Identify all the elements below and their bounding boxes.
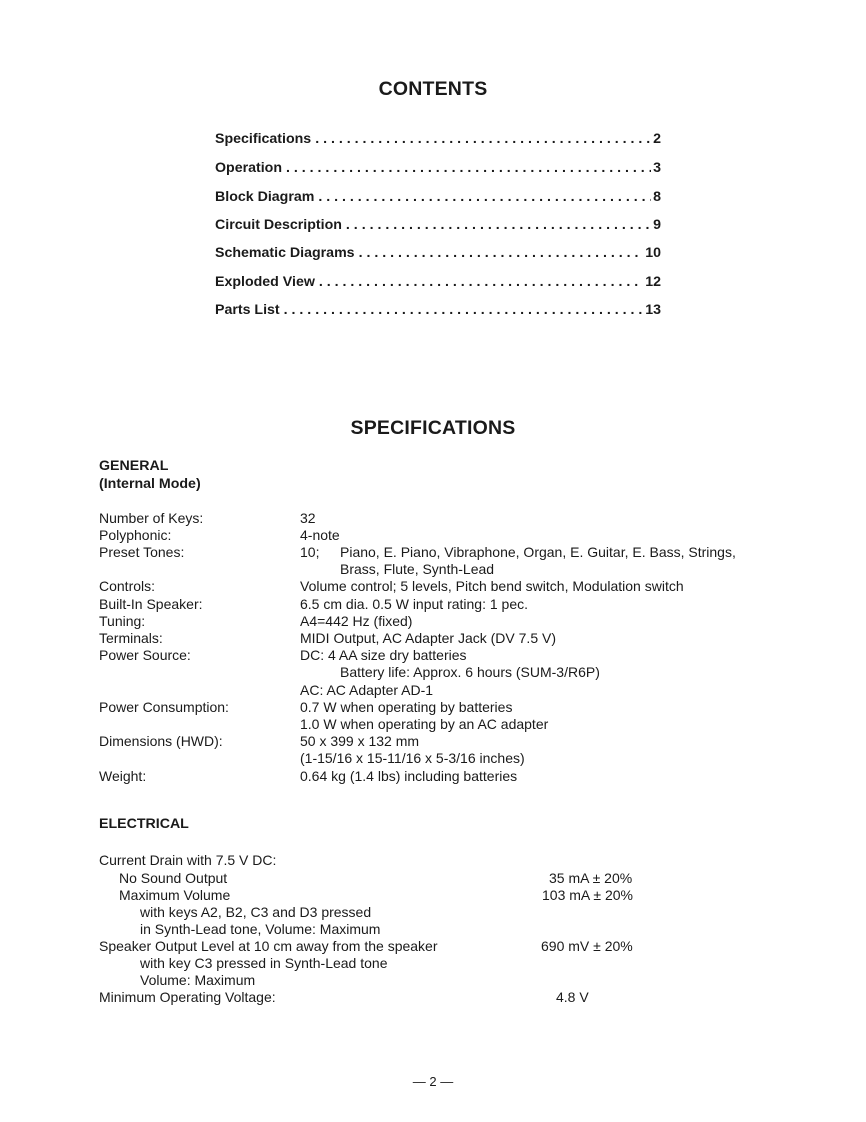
spec-value: Battery life: Approx. 6 hours (SUM-3/R6P)	[340, 664, 600, 680]
toc-item-label: Parts List	[215, 302, 280, 318]
spec-label: Dimensions (HWD):	[99, 733, 223, 749]
toc-item-page: 2	[653, 131, 661, 147]
toc-leader-dots	[284, 302, 644, 318]
toc-item-block-diagram[interactable]	[215, 189, 661, 207]
spec-label: Polyphonic:	[99, 527, 172, 543]
spec-value: Brass, Flute, Synth-Lead	[340, 561, 495, 577]
general-heading: GENERAL	[99, 458, 169, 474]
electrical-line: Maximum Volume	[119, 887, 231, 903]
electrical-line: Current Drain with 7.5 V DC:	[99, 852, 277, 868]
toc-item-page: 10	[645, 245, 661, 261]
toc-item-page: 12	[645, 274, 661, 290]
spec-label: Power Source:	[99, 647, 191, 663]
electrical-value: 4.8 V	[556, 989, 589, 1005]
electrical-value: 690 mV ± 20%	[541, 938, 633, 954]
spec-value: Piano, E. Piano, Vibraphone, Organ, E. Guitar, E. Bass, Strings,	[340, 544, 736, 560]
toc-item-circuit-description[interactable]	[215, 217, 661, 235]
electrical-value: 103 mA ± 20%	[542, 887, 633, 903]
toc-leader-dots	[319, 274, 643, 290]
spec-label: Tuning:	[99, 613, 146, 629]
toc-item-page: 9	[653, 217, 661, 233]
spec-label: Terminals:	[99, 630, 163, 646]
toc-item-label: Specifications	[215, 131, 312, 147]
toc-item-label: Exploded View	[215, 274, 315, 290]
toc-item-label: Operation	[215, 160, 283, 176]
toc-item-page: 13	[645, 302, 661, 318]
electrical-line: Speaker Output Level at 10 cm away from the speaker	[99, 938, 438, 954]
toc-leader-dots	[346, 217, 651, 233]
toc-item-label: Schematic Diagrams	[215, 245, 355, 261]
spec-value: DC: 4 AA size dry batteries	[300, 647, 467, 663]
electrical-line: Volume: Maximum	[140, 972, 256, 988]
spec-value: 1.0 W when operating by an AC adapter	[300, 716, 549, 732]
electrical-line: No Sound Output	[119, 870, 228, 886]
spec-value: (1-15/16 x 15-11/16 x 5-3/16 inches)	[300, 750, 525, 766]
toc-leader-dots	[318, 189, 651, 205]
electrical-line: in Synth-Lead tone, Volume: Maximum	[140, 921, 381, 937]
spec-value: MIDI Output, AC Adapter Jack (DV 7.5 V)	[300, 630, 556, 646]
spec-value: Volume control; 5 levels, Pitch bend switch, Modulation switch	[300, 578, 684, 594]
toc-leader-dots	[286, 160, 651, 176]
contents-title: CONTENTS	[378, 78, 488, 100]
spec-value: 10;	[300, 544, 320, 560]
electrical-line: with keys A2, B2, C3 and D3 pressed	[140, 904, 372, 920]
toc-leader-dots	[315, 131, 651, 147]
electrical-line: with key C3 pressed in Synth-Lead tone	[140, 955, 388, 971]
spec-value: 6.5 cm dia. 0.5 W input rating: 1 pec.	[300, 596, 529, 612]
electrical-value: 35 mA ± 20%	[549, 870, 633, 886]
spec-label: Power Consumption:	[99, 699, 229, 715]
electrical-line: Minimum Operating Voltage:	[99, 989, 276, 1005]
electrical-heading: ELECTRICAL	[99, 816, 189, 832]
spec-label: Number of Keys:	[99, 510, 204, 526]
spec-value: AC: AC Adapter AD-1	[300, 682, 434, 698]
toc-leader-dots	[359, 245, 644, 261]
spec-value: 0.7 W when operating by batteries	[300, 699, 513, 715]
spec-value: 4-note	[300, 527, 340, 543]
toc-item-specifications[interactable]	[215, 131, 661, 149]
spec-label: Weight:	[99, 768, 147, 784]
toc-item-page: 8	[653, 189, 661, 205]
page-number: — 2 —	[412, 1074, 454, 1089]
toc-item-page: 3	[653, 160, 661, 176]
spec-label: Controls:	[99, 578, 156, 594]
toc-item-schematic-diagrams[interactable]	[215, 245, 661, 263]
spec-value: A4=442 Hz (fixed)	[300, 613, 413, 629]
spec-label: Built-In Speaker:	[99, 596, 203, 612]
toc-item-label: Circuit Description	[215, 217, 342, 233]
spec-value: 0.64 kg (1.4 lbs) including batteries	[300, 768, 518, 784]
toc-item-operation[interactable]	[215, 160, 661, 178]
toc-item-label: Block Diagram	[215, 189, 315, 205]
spec-value: 50 x 399 x 132 mm	[300, 733, 420, 749]
toc-item-parts-list[interactable]	[215, 302, 661, 320]
spec-label: Preset Tones:	[99, 544, 185, 560]
spec-value: 32	[300, 510, 316, 526]
general-subheading: (Internal Mode)	[99, 476, 201, 492]
specifications-title: SPECIFICATIONS	[350, 417, 516, 439]
toc-item-exploded-view[interactable]	[215, 274, 661, 292]
